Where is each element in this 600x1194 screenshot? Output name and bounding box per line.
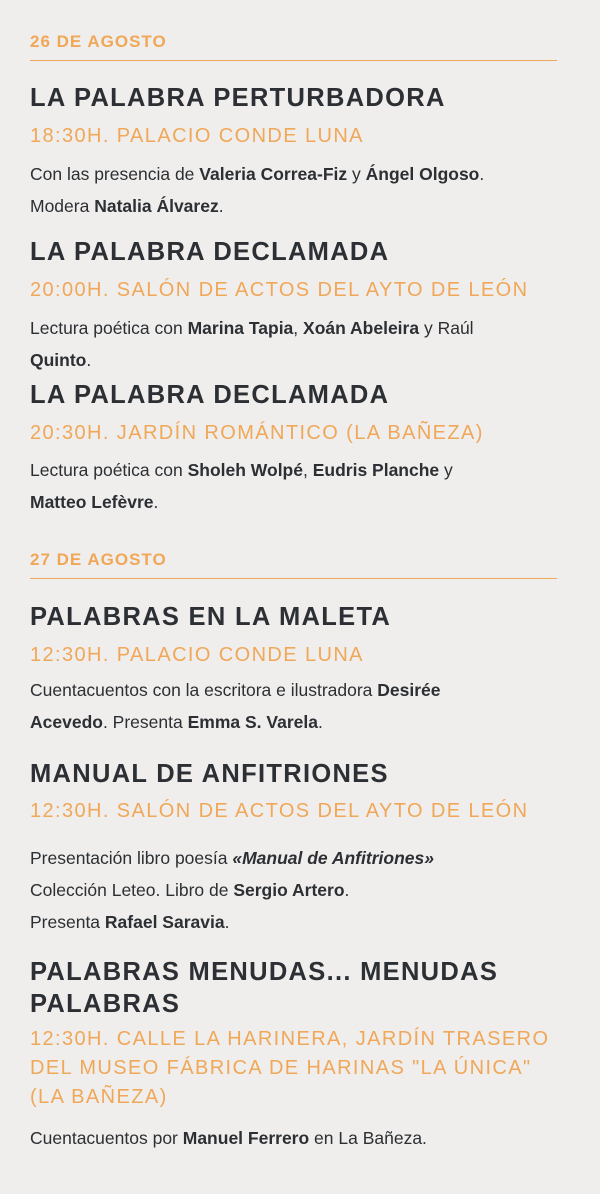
event-time-place: 20:30H. JARDÍN ROMÁNTICO (LA BAÑEZA) bbox=[30, 422, 484, 444]
event-description bbox=[30, 674, 575, 738]
event-time-place-line: (LA BAÑEZA) bbox=[30, 1086, 168, 1108]
person-name: Sholeh Wolpé bbox=[187, 460, 303, 480]
person-name: Natalia Álvarez bbox=[94, 196, 219, 216]
event-time-place: 18:30H. PALACIO CONDE LUNA bbox=[30, 125, 364, 147]
person-name: Sergio Artero bbox=[233, 880, 345, 900]
person-name: Marina Tapia bbox=[187, 318, 294, 338]
event-time-place: 12:30H. SALÓN DE ACTOS DEL AYTO DE LEÓN bbox=[30, 800, 529, 822]
event-description bbox=[30, 158, 575, 222]
event-time-place: 12:30H. PALACIO CONDE LUNA bbox=[30, 644, 364, 666]
description-text: Presentación libro poesía bbox=[30, 848, 233, 868]
event-title: PALABRAS EN LA MALETA bbox=[30, 603, 392, 631]
event-time-place-multiline bbox=[30, 1025, 590, 1112]
person-name: Emma S. Varela bbox=[187, 712, 318, 732]
person-name: Manuel Ferrero bbox=[182, 1128, 310, 1148]
event-description bbox=[30, 842, 575, 938]
event-description bbox=[30, 1122, 575, 1154]
event-description bbox=[30, 312, 575, 376]
event-title: LA PALABRA PERTURBADORA bbox=[30, 84, 446, 112]
event-title: LA PALABRA DECLAMADA bbox=[30, 238, 390, 266]
event-title-multiline bbox=[30, 956, 575, 1020]
event-title: LA PALABRA DECLAMADA bbox=[30, 381, 390, 409]
person-name: Xoán Abeleira bbox=[303, 318, 420, 338]
description-text: . bbox=[479, 164, 485, 184]
description-text: Presenta bbox=[30, 912, 105, 932]
description-text: . bbox=[218, 196, 224, 216]
person-name: Ángel Olgoso bbox=[365, 164, 480, 184]
description-text: Colección Leteo. Libro de bbox=[30, 880, 234, 900]
description-text: en La Bañeza. bbox=[309, 1128, 427, 1148]
event-time-place-line: 12:30H. CALLE LA HARINERA, JARDÍN TRASERO bbox=[30, 1028, 550, 1050]
description-text: Modera bbox=[30, 196, 95, 216]
description-text: y bbox=[347, 164, 366, 184]
description-text: Lectura poética con bbox=[30, 460, 188, 480]
person-name: Quinto bbox=[30, 350, 87, 370]
description-text: . bbox=[344, 880, 350, 900]
description-text: Cuentacuentos por bbox=[30, 1128, 183, 1148]
event-title-line: PALABRAS bbox=[30, 990, 181, 1018]
description-text: y bbox=[439, 460, 453, 480]
event-time-place: 20:00H. SALÓN DE ACTOS DEL AYTO DE LEÓN bbox=[30, 279, 529, 301]
description-text: Raúl bbox=[437, 318, 474, 338]
day-heading-27: 27 DE AGOSTO bbox=[30, 550, 557, 579]
description-text: . bbox=[153, 492, 159, 512]
event-title: MANUAL DE ANFITRIONES bbox=[30, 760, 389, 788]
description-text: , bbox=[293, 318, 304, 338]
event-time-place-line: DEL MUSEO FÁBRICA DE HARINAS "LA ÚNICA" bbox=[30, 1057, 532, 1079]
description-text: , bbox=[302, 460, 313, 480]
person-name: Eudris Planche bbox=[312, 460, 440, 480]
person-name: Acevedo bbox=[30, 712, 103, 732]
event-title-line: PALABRAS MENUDAS... MENUDAS bbox=[30, 958, 499, 986]
description-text: . bbox=[86, 350, 92, 370]
description-text: . bbox=[317, 712, 323, 732]
day-heading-26: 26 DE AGOSTO bbox=[30, 32, 557, 61]
person-name: Valeria Correa-Fiz bbox=[199, 164, 348, 184]
person-name: Desirée bbox=[377, 680, 441, 700]
person-name: Matteo Lefèvre bbox=[30, 492, 154, 512]
person-name: Rafael Saravia bbox=[104, 912, 225, 932]
description-text: Lectura poética con bbox=[30, 318, 188, 338]
description-text: . bbox=[224, 912, 230, 932]
event-description bbox=[30, 454, 575, 518]
description-text: y bbox=[419, 318, 438, 338]
description-text: Con las presencia de bbox=[30, 164, 200, 184]
description-text: . Presenta bbox=[102, 712, 188, 732]
book-title: «Manual de Anfitriones» bbox=[232, 848, 434, 868]
description-text: Cuentacuentos con la escritora e ilustradora bbox=[30, 680, 378, 700]
